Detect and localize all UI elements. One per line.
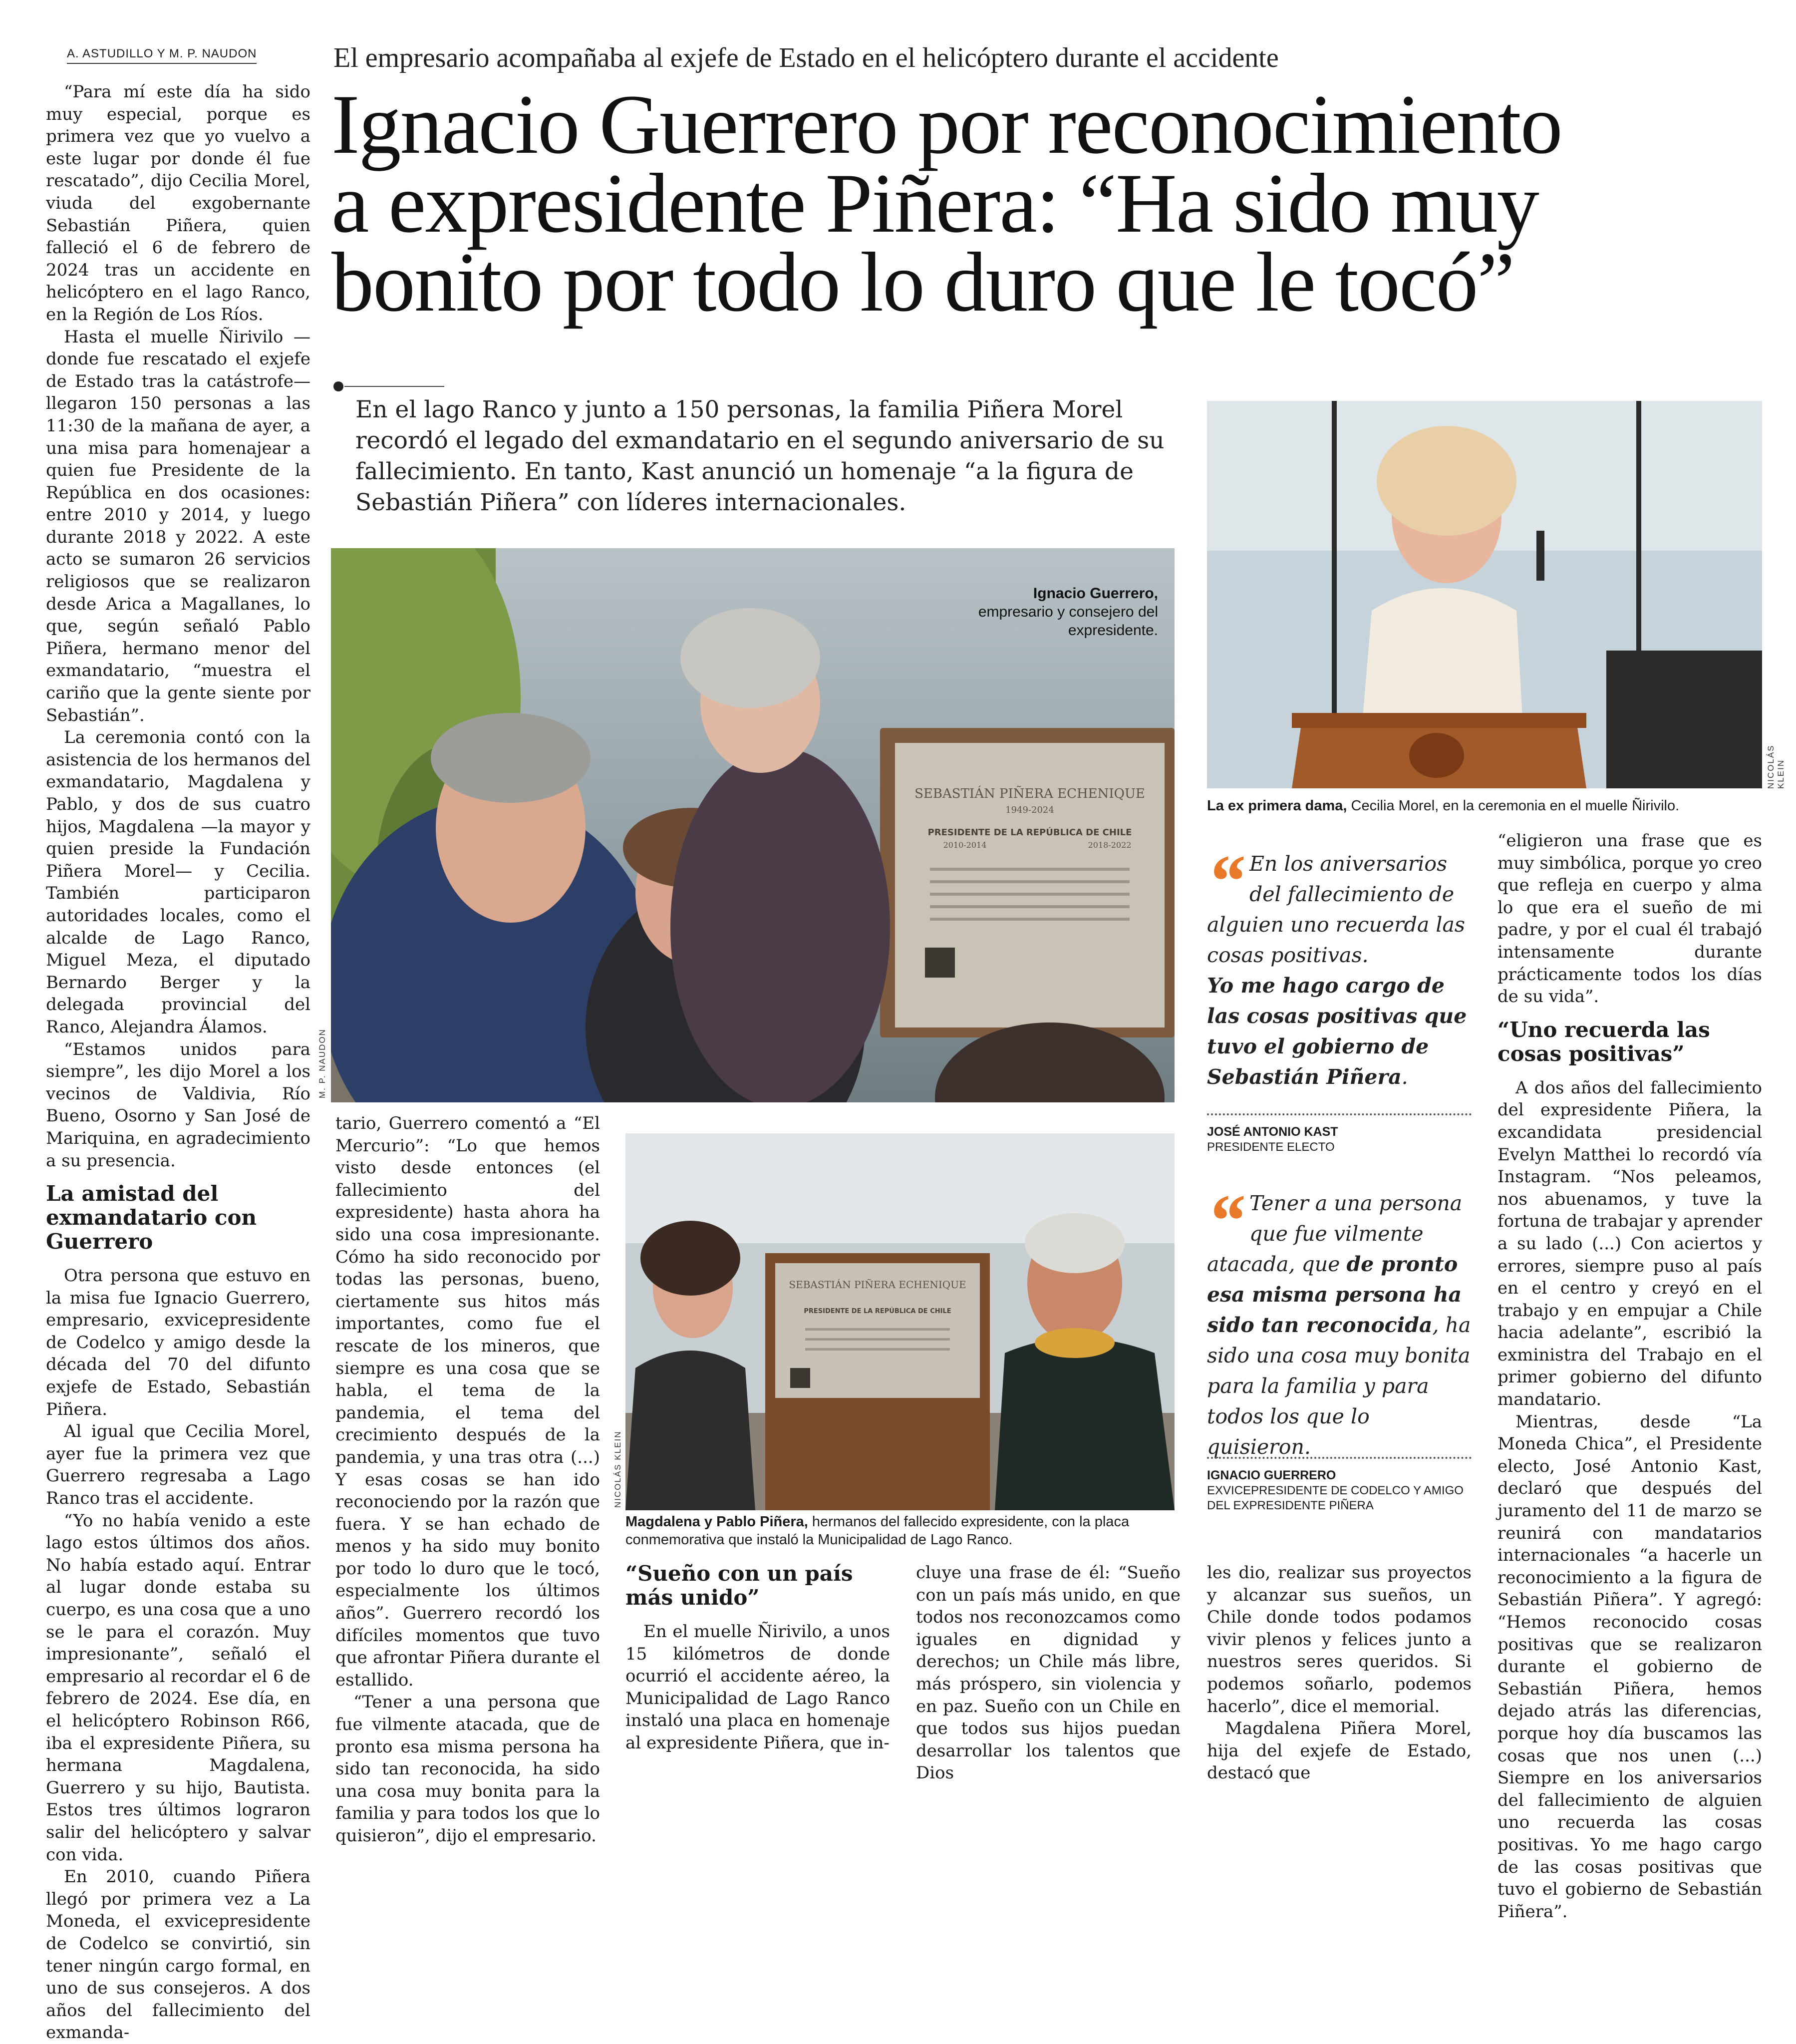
- qr-code-icon: [925, 948, 955, 978]
- photo-overlay-caption: [898, 584, 1158, 640]
- plaque-term-2: 2018-2022: [1088, 840, 1132, 850]
- photo-credit-bottom: NICOLÁS KLEIN: [613, 1430, 622, 1508]
- plaque-office: PRESIDENTE DE LA REPÚBLICA DE CHILE: [927, 827, 1132, 838]
- paragraph: Al igual que Cecilia Morel, ayer fue la primera vez que Guerrero regresaba a Lago Ranco tras el accidente.: [46, 1421, 310, 1509]
- column-3: [625, 1562, 890, 1754]
- column-5: [1207, 1562, 1472, 1784]
- paragraph: les dio, realizar sus proyectos y alcanzar sus sueños, un Chile donde todos podamos vivir plenos y felices junto a nuestros seres queridos. Si podemos soñarlo, podemos hacerlo”, dice el memorial.: [1207, 1563, 1472, 1716]
- paragraph: Mientras, desde “La Moneda Chica”, el Presidente electo, José Antonio Kast, declaró que después del juramento del 11 de marzo se reunirá con mandatarios internacionales “a hacerle un reconocimiento a la figura de Sebastián Piñera”. Y agregó: “Hemos reconocido cosas positivas que se realizaron durante el gobierno de Sebastián Piñera, hemos dejado atrás las diferencias, porque hoy día buscamos las cosas que nos unen (...) Siempre en los aniversarios del fallecimiento de alguien uno recuerda las cosas positivas. Yo me hago cargo de las cosas positivas que tuvo el gobierno de Sebastián Piñera”.: [1497, 1411, 1762, 1922]
- quote-bold: de pronto esa misma persona ha sido tan reconocida: [1207, 1252, 1462, 1337]
- overlay-name: Ignacio Guerrero,: [1033, 585, 1158, 602]
- plaque-office: PRESIDENTE DE LA REPÚBLICA DE CHILE: [804, 1308, 951, 1315]
- quote-source-name: JOSÉ ANTONIO KAST: [1207, 1125, 1338, 1139]
- pull-quote-kast: [1207, 840, 1472, 1092]
- paragraph: “Yo no había venido a este lago estos últimos dos años. No había estado aquí. Entrar al lugar donde estaba su cuerpo, es una cosa que a uno se le para el corazón. Muy impresionante”, señaló el empresario al recordar el 6 de febrero de 2024. Ese día, en el helicóptero Robinson R66, iba el expresidente Piñera, su hermana Magdalena, Guerrero y su hijo, Bautista. Estos tres últimos lograron salir del helicóptero y salvar con vida.: [46, 1510, 310, 1865]
- qr-code-icon: [790, 1368, 810, 1388]
- subhead-positivas: “Uno recuerda las cosas positivas”: [1497, 1017, 1710, 1066]
- paragraph: Hasta el muelle Ñirivilo —donde fue rescatado el exjefe de Estado tras la catástrofe— llegaron 150 personas a las 11:30 de la mañana de ayer, a una misa para homenajear a quien fue Presidente de la República en dos ocasiones: entre 2010 y 2014, y luego durante 2018 y 2022. A este acto se sumaron 26 servicios religiosos que se realizaron desde Arica a Magallanes, lo que, según señaló Pablo Piñera, hermano menor del exmandatario, “muestra el cariño que la gente siente por Sebastián”.: [46, 327, 310, 725]
- lead-paragraph: En el lago Ranco y junto a 150 personas, la familia Piñera Morel recordó el legado del exmandatario en el segundo aniversario de su fallecimiento. En tanto, Kast anunció un homenaje “a la figura de Sebastián Piñera” con líderes internacionales.: [355, 396, 1165, 516]
- photo-credit-right: NICOLÁS KLEIN: [1766, 744, 1786, 789]
- quote-text-2: , ha sido una cosa muy bonita para la familia y para todos los que lo quisieron.: [1207, 1313, 1471, 1459]
- bottom-photo: [625, 1133, 1175, 1510]
- byline-container: [67, 47, 257, 64]
- headline-line-2: a expresidente Piñera: “Ha sido muy: [331, 156, 1538, 250]
- headline-line-1: Ignacio Guerrero por reconocimiento: [331, 77, 1562, 171]
- paragraph: A dos años del fallecimiento del expresidente Piñera, la excandidata presidencial Evelyn Matthei lo recordó vía Instagram. “Nos peleamos, nos abuenamos, y tuve la fortuna de trabajar y aprender a su lado (...) Con aciertos y errores, siempre puso al país en el centro y creyó en el trabajo y en empujar a Chile hacia adelante”, escribió la exministra del Trabajo en el primer gobierno del difunto mandatario.: [1497, 1077, 1762, 1410]
- plaque: [895, 743, 1165, 1027]
- quote-italic: En los aniversarios del fallecimiento de alguien uno recuerda las cosas positivas.: [1207, 852, 1465, 967]
- quote-source-kast: [1207, 1124, 1472, 1155]
- right-photo-caption: [1207, 797, 1762, 815]
- headline-rule: [344, 386, 444, 387]
- paragraph: “Para mí este día ha sido muy especial, porque es primera vez que yo vuelvo a este lugar por donde él fue rescatado”, dijo Cecilia Morel, viuda del exgobernante Sebastián Piñera, quien falleció el 6 de febrero de 2024 tras un accidente en helicóptero en el lago Ranco, en la Región de Los Ríos.: [46, 82, 310, 325]
- subhead-amistad: La amistad del exmandatario con Guerrero: [46, 1181, 257, 1254]
- overlay-desc: empresario y consejero del expresidente.: [978, 604, 1158, 639]
- quote-source-guerrero: [1207, 1468, 1472, 1513]
- column-2: [335, 1112, 600, 1847]
- caption-bold: La ex primera dama,: [1207, 798, 1347, 814]
- quote-mark-icon: “: [1207, 840, 1244, 923]
- quote-text-1: Tener a una persona que fue vilmente atacada, que: [1207, 1191, 1463, 1276]
- right-photo: [1207, 401, 1762, 788]
- headline-line-3: bonito por todo lo duro que le tocó”: [331, 235, 1514, 329]
- paragraph: tario, Guerrero comentó a “El Mercurio”: “Lo que hemos visto desde entonces (el fallecimiento del expresidente) hasta ahora ha sido una cosa impresionante. Cómo ha sido reconocido por todas las personas, bueno, ciertamente sus hitos más importantes, como fue el rescate de los mineros, que siempre es una cosa que se habla, el tema de la pandemia, el tema del crecimiento después de la pandemia, y una tras otra (...) Y esas cosas se han ido reconociendo por la razón que fuera. Y se han echado de menos y ha sido muy bonito por todo lo duro que le tocó, especialmente los últimos años”. Guerrero recordó los difíciles momentos que tuvo que afrontar Piñera durante el estallido.: [335, 1113, 600, 1690]
- quote-source-name: IGNACIO GUERRERO: [1207, 1468, 1336, 1482]
- podium-emblem-icon: [1409, 733, 1464, 778]
- quote-bold: Yo me hago cargo de las cosas positivas que tuvo el gobierno de Sebastián Piñera: [1207, 974, 1467, 1089]
- headline: [331, 77, 1779, 329]
- person-magdalena-pinera: [625, 1221, 755, 1510]
- paragraph: La ceremonia contó con la asistencia de los hermanos del exmandatario, Magdalena y Pablo, y dos de sus cuatro hijos, Magdalena —la mayor y quien preside la Fundación Piñera Morel— y Cecilia. También participaron autoridades locales, como el alcalde de Lago Ranco, Miguel Meza, el diputado Bernardo Berger y la delegada provincial del Ranco, Alejandra Álamos.: [46, 727, 310, 1037]
- pull-quote-guerrero: [1207, 1179, 1472, 1462]
- quote-source-role: PRESIDENTE ELECTO: [1207, 1140, 1335, 1154]
- quote-mark-icon: “: [1207, 1179, 1244, 1262]
- paragraph: En 2010, cuando Piñera llegó por primera vez a La Moneda, el exvicepresidente de Codelco se convirtió, sin tener ningún cargo formal, en uno de sus consejeros. A dos años del fallecimiento del exmanda-: [46, 1867, 310, 2043]
- paragraph: Magdalena Piñera Morel, hija del exjefe de Estado, destacó que: [1207, 1718, 1472, 1783]
- caption-text: hermanos del fallecido expresidente, con la placa conmemorativa que instaló la Municipalidad de Lago Ranco.: [625, 1514, 1130, 1548]
- photo-credit-main: M. P. NAUDON: [317, 1028, 327, 1098]
- microphone-icon: [1536, 531, 1544, 581]
- quote-source-role: EXVICEPRESIDENTE DE CODELCO Y AMIGO DEL EXPRESIDENTE PIÑERA: [1207, 1484, 1464, 1512]
- plaque-term-1: 2010-2014: [943, 840, 987, 850]
- paragraph: “Estamos unidos para siempre”, les dijo Morel a los vecinos de Valdivia, Río Bueno, Osorno y San José de Mariquina, en agradecimiento a su presencia.: [46, 1039, 310, 1171]
- byline: A. ASTUDILLO Y M. P. NAUDON: [67, 47, 257, 64]
- plaque-title: SEBASTIÁN PIÑERA ECHENIQUE: [789, 1279, 966, 1291]
- kicker: El empresario acompañaba al exjefe de Estado en el helicóptero durante el accidente: [333, 42, 1279, 73]
- column-1: [46, 81, 310, 2044]
- plaque-title: SEBASTIÁN PIÑERA ECHENIQUE: [914, 786, 1145, 801]
- paragraph: “Tener a una persona que fue vilmente atacada, que de pronto esa misma persona ha sido tan reconocida, ha sido una cosa muy bonita para la familia y para todos los que lo quisieron”, dijo el empresario.: [335, 1692, 600, 1846]
- paragraph: Otra persona que estuvo en la misa fue Ignacio Guerrero, empresario, exvicepresidente de Codelco y amigo desde la década del 70 del difunto exjefe de Estado, Sebastián Piñera.: [46, 1266, 310, 1419]
- plaque-years: 1949-2024: [1005, 805, 1054, 815]
- paragraph: “eligieron una frase que es muy simbólica, porque yo creo que refleja en cuerpo y alma lo que era el sueño de mi padre, y por el cual él trabajó intensamente durante prácticamente todos los días de su vida”.: [1497, 831, 1762, 1007]
- headline-bullet: [333, 381, 343, 391]
- paragraph: En el muelle Ñirivilo, a unos 15 kilómetros de donde ocurrió el accidente aéreo, la Municipalidad de Lago Ranco instaló una placa en homenaje al expresidente Piñera, que in-: [625, 1622, 890, 1753]
- quote-end: .: [1401, 1065, 1408, 1089]
- column-6: [1497, 830, 1762, 1923]
- subhead-sueno: “Sueño con un país más unido”: [625, 1561, 853, 1610]
- caption-bold: Magdalena y Pablo Piñera,: [625, 1514, 808, 1530]
- column-4: [916, 1562, 1181, 1784]
- divider-dots: [1207, 1113, 1472, 1115]
- divider-dots: [1207, 1457, 1472, 1459]
- paragraph: cluye una frase de él: “Sueño con un país más unido, en que todos nos reconozcamos como iguales en dignidad y derechos; un Chile más libre, más próspero, sin violencia y en paz. Sueño con un Chile en que todos sus hijos puedan desarrollar los talentos que Dios: [916, 1563, 1181, 1783]
- caption-text: Cecilia Morel, en la ceremonia en el muelle Ñirivilo.: [1347, 798, 1680, 814]
- bottom-photo-caption: [625, 1513, 1175, 1549]
